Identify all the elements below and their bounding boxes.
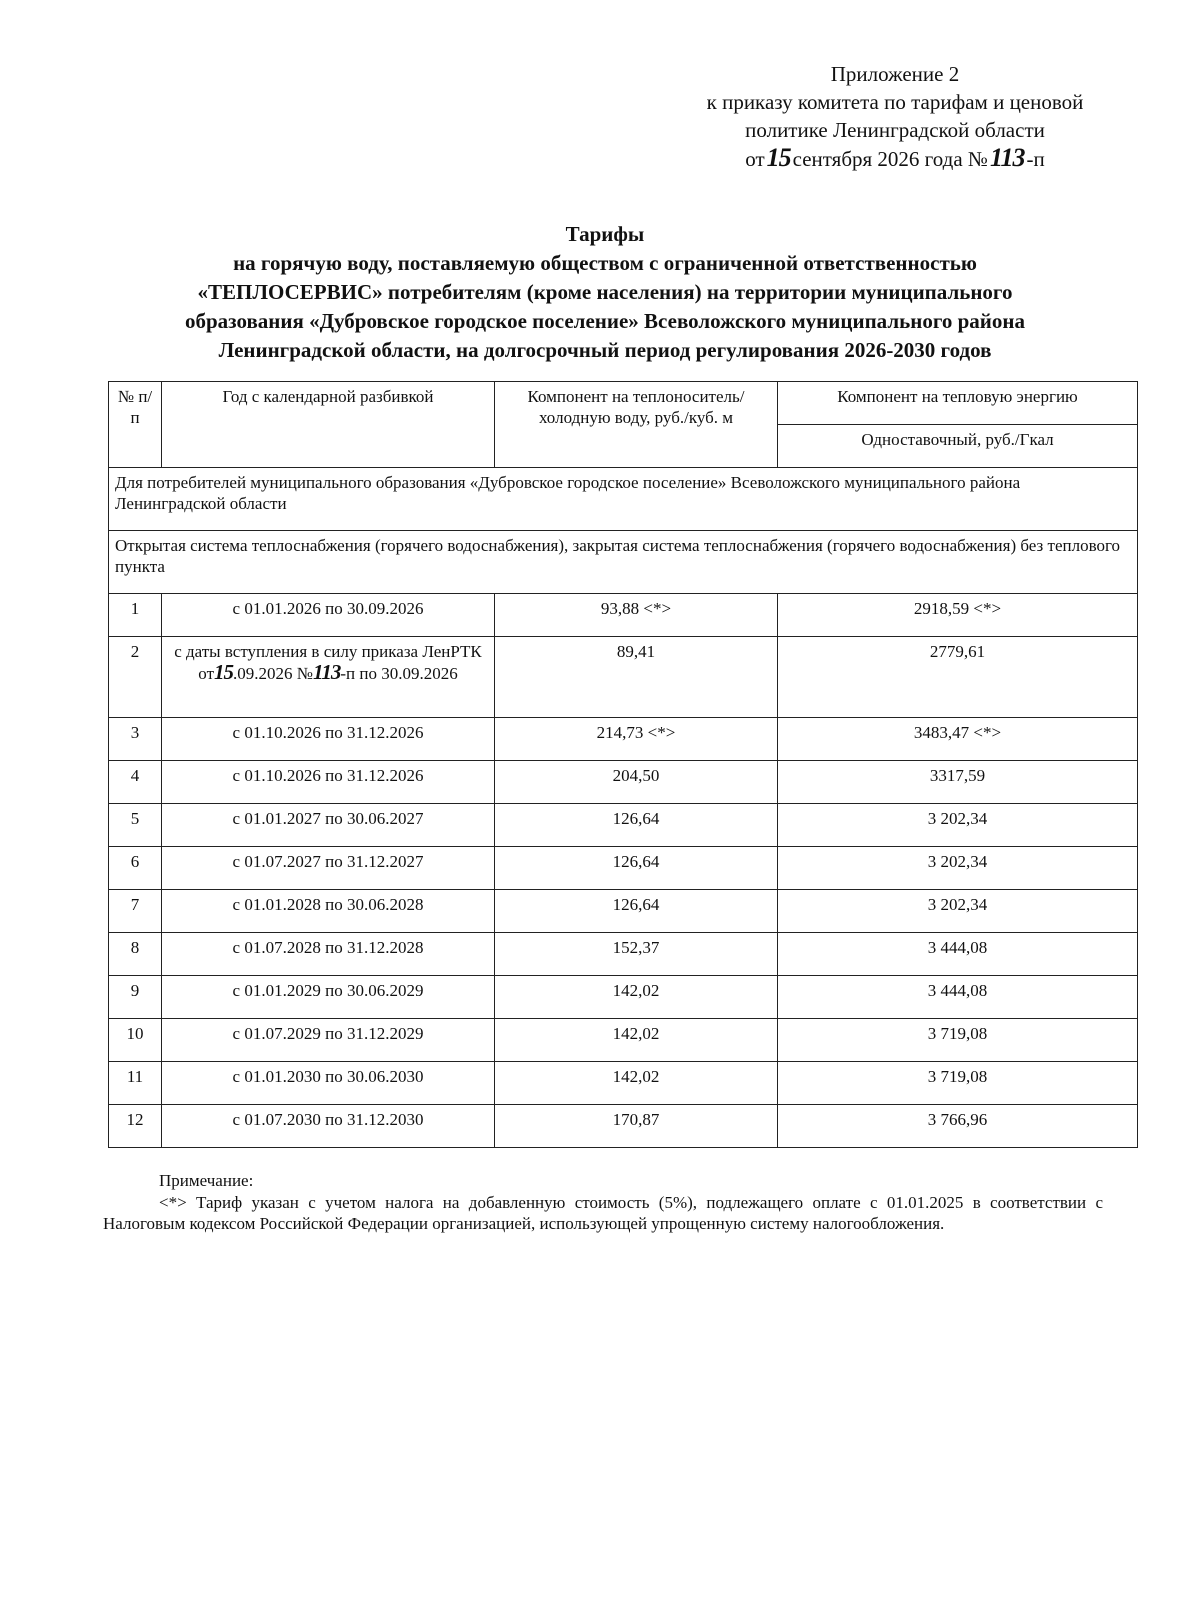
- row-num: 8: [109, 933, 162, 976]
- row-heat: 3483,47 <*>: [778, 718, 1138, 761]
- row-period-part-b: .09.2026 №: [233, 664, 313, 683]
- handwritten-day: 15: [766, 143, 791, 172]
- row-period: с 01.07.2027 по 31.12.2027: [162, 847, 495, 890]
- table-row: [109, 637, 1138, 718]
- date-middle: сентября 2026 года №: [792, 147, 988, 171]
- row-period-part-a: с даты вступления в силу приказа ЛенРТК от: [174, 642, 482, 683]
- row-heat: 2779,61: [778, 637, 1138, 718]
- row-heat: 2918,59 <*>: [778, 594, 1138, 637]
- row-water: 89,41: [495, 637, 778, 718]
- row-period: с 01.01.2026 по 30.09.2026: [162, 594, 495, 637]
- header-num: № п/п: [109, 382, 162, 468]
- tariff-table: [108, 381, 1138, 1148]
- row-period-part-c: -п по 30.09.2026: [340, 664, 458, 683]
- table-row: [109, 890, 1138, 933]
- table-row: [109, 718, 1138, 761]
- row-period: с 01.01.2030 по 30.06.2030: [162, 1062, 495, 1105]
- footnote-text: <*> Тариф указан с учетом налога на добавленную стоимость (5%), подлежащего оплате с 01.01.2025 в соответствии с Налоговым кодексом Российской Федерации организацией, использующей упрощенную систему налогообложения.: [103, 1193, 1103, 1233]
- date-prefix: от: [745, 147, 765, 171]
- row-num: 3: [109, 718, 162, 761]
- row-water: 126,64: [495, 804, 778, 847]
- row-num: 7: [109, 890, 162, 933]
- header-heat-sub: Одноставочный, руб./Гкал: [778, 425, 1138, 468]
- row-period: [162, 637, 495, 718]
- row-water: 204,50: [495, 761, 778, 804]
- table-row: [109, 761, 1138, 804]
- row-water: 152,37: [495, 933, 778, 976]
- row-num: 12: [109, 1105, 162, 1148]
- appendix-header: [660, 60, 1130, 173]
- row-num: 10: [109, 1019, 162, 1062]
- row-water: 170,87: [495, 1105, 778, 1148]
- row-num: 2: [109, 637, 162, 718]
- handwritten-number-inline: 113: [313, 660, 341, 684]
- row-heat: 3317,59: [778, 761, 1138, 804]
- row-water: 126,64: [495, 847, 778, 890]
- row-period: с 01.01.2027 по 30.06.2027: [162, 804, 495, 847]
- row-period: с 01.10.2026 по 31.12.2026: [162, 761, 495, 804]
- section-system: Открытая система теплоснабжения (горячего водоснабжения), закрытая система теплоснабжения (горячего водоснабжения) без теплового пункта: [109, 531, 1138, 594]
- row-heat: 3 202,34: [778, 804, 1138, 847]
- appendix-date-line: [660, 144, 1130, 173]
- table-row: [109, 1062, 1138, 1105]
- appendix-line-3: политике Ленинградской области: [745, 118, 1045, 142]
- row-period: с 01.01.2028 по 30.06.2028: [162, 890, 495, 933]
- title-line-3: образования «Дубровское городское поселение» Всеволожского муниципального района: [184, 309, 1025, 333]
- footnote-label: Примечание:: [159, 1171, 254, 1190]
- table-row: [109, 804, 1138, 847]
- table-row: [109, 1019, 1138, 1062]
- table-row: [109, 976, 1138, 1019]
- row-period: с 01.07.2028 по 31.12.2028: [162, 933, 495, 976]
- footnote: [103, 1170, 1103, 1234]
- row-heat: 3 444,08: [778, 976, 1138, 1019]
- row-water: 126,64: [495, 890, 778, 933]
- table-row: [109, 594, 1138, 637]
- row-num: 1: [109, 594, 162, 637]
- table-row: [109, 847, 1138, 890]
- document-title: [110, 220, 1100, 365]
- title-line-4: Ленинградской области, на долгосрочный период регулирования 2026-2030 годов: [218, 338, 992, 362]
- appendix-line-1: Приложение 2: [830, 62, 960, 86]
- row-water: 142,02: [495, 1019, 778, 1062]
- row-heat: 3 444,08: [778, 933, 1138, 976]
- appendix-line-2: к приказу комитета по тарифам и ценовой: [706, 90, 1084, 114]
- table-row: [109, 933, 1138, 976]
- row-period: с 01.07.2029 по 31.12.2029: [162, 1019, 495, 1062]
- row-heat: 3 719,08: [778, 1019, 1138, 1062]
- title-heading: Тарифы: [565, 222, 645, 246]
- header-period: Год с календарной разбивкой: [162, 382, 495, 468]
- row-num: 11: [109, 1062, 162, 1105]
- handwritten-number: 113: [989, 143, 1025, 172]
- row-heat: 3 719,08: [778, 1062, 1138, 1105]
- row-num: 4: [109, 761, 162, 804]
- row-num: 6: [109, 847, 162, 890]
- row-num: 5: [109, 804, 162, 847]
- row-heat: 3 202,34: [778, 847, 1138, 890]
- row-period: с 01.07.2030 по 31.12.2030: [162, 1105, 495, 1148]
- title-line-2: «ТЕПЛОСЕРВИС» потребителям (кроме населения) на территории муниципального: [197, 280, 1013, 304]
- row-water: 142,02: [495, 1062, 778, 1105]
- row-num: 9: [109, 976, 162, 1019]
- row-heat: 3 766,96: [778, 1105, 1138, 1148]
- row-water: 93,88 <*>: [495, 594, 778, 637]
- date-suffix: -п: [1026, 147, 1045, 171]
- title-line-1: на горячую воду, поставляемую обществом с ограниченной ответственностью: [233, 251, 977, 275]
- header-water: Компонент на теплоноситель/холодную воду, руб./куб. м: [495, 382, 778, 468]
- row-heat: 3 202,34: [778, 890, 1138, 933]
- row-period: с 01.10.2026 по 31.12.2026: [162, 718, 495, 761]
- handwritten-day-inline: 15: [214, 660, 234, 684]
- table-row: [109, 1105, 1138, 1148]
- section-consumers: Для потребителей муниципального образования «Дубровское городское поселение» Всеволожского муниципального района Ленинградской области: [109, 468, 1138, 531]
- row-period: с 01.01.2029 по 30.06.2029: [162, 976, 495, 1019]
- row-water: 142,02: [495, 976, 778, 1019]
- row-water: 214,73 <*>: [495, 718, 778, 761]
- header-heat: Компонент на тепловую энергию: [778, 382, 1138, 425]
